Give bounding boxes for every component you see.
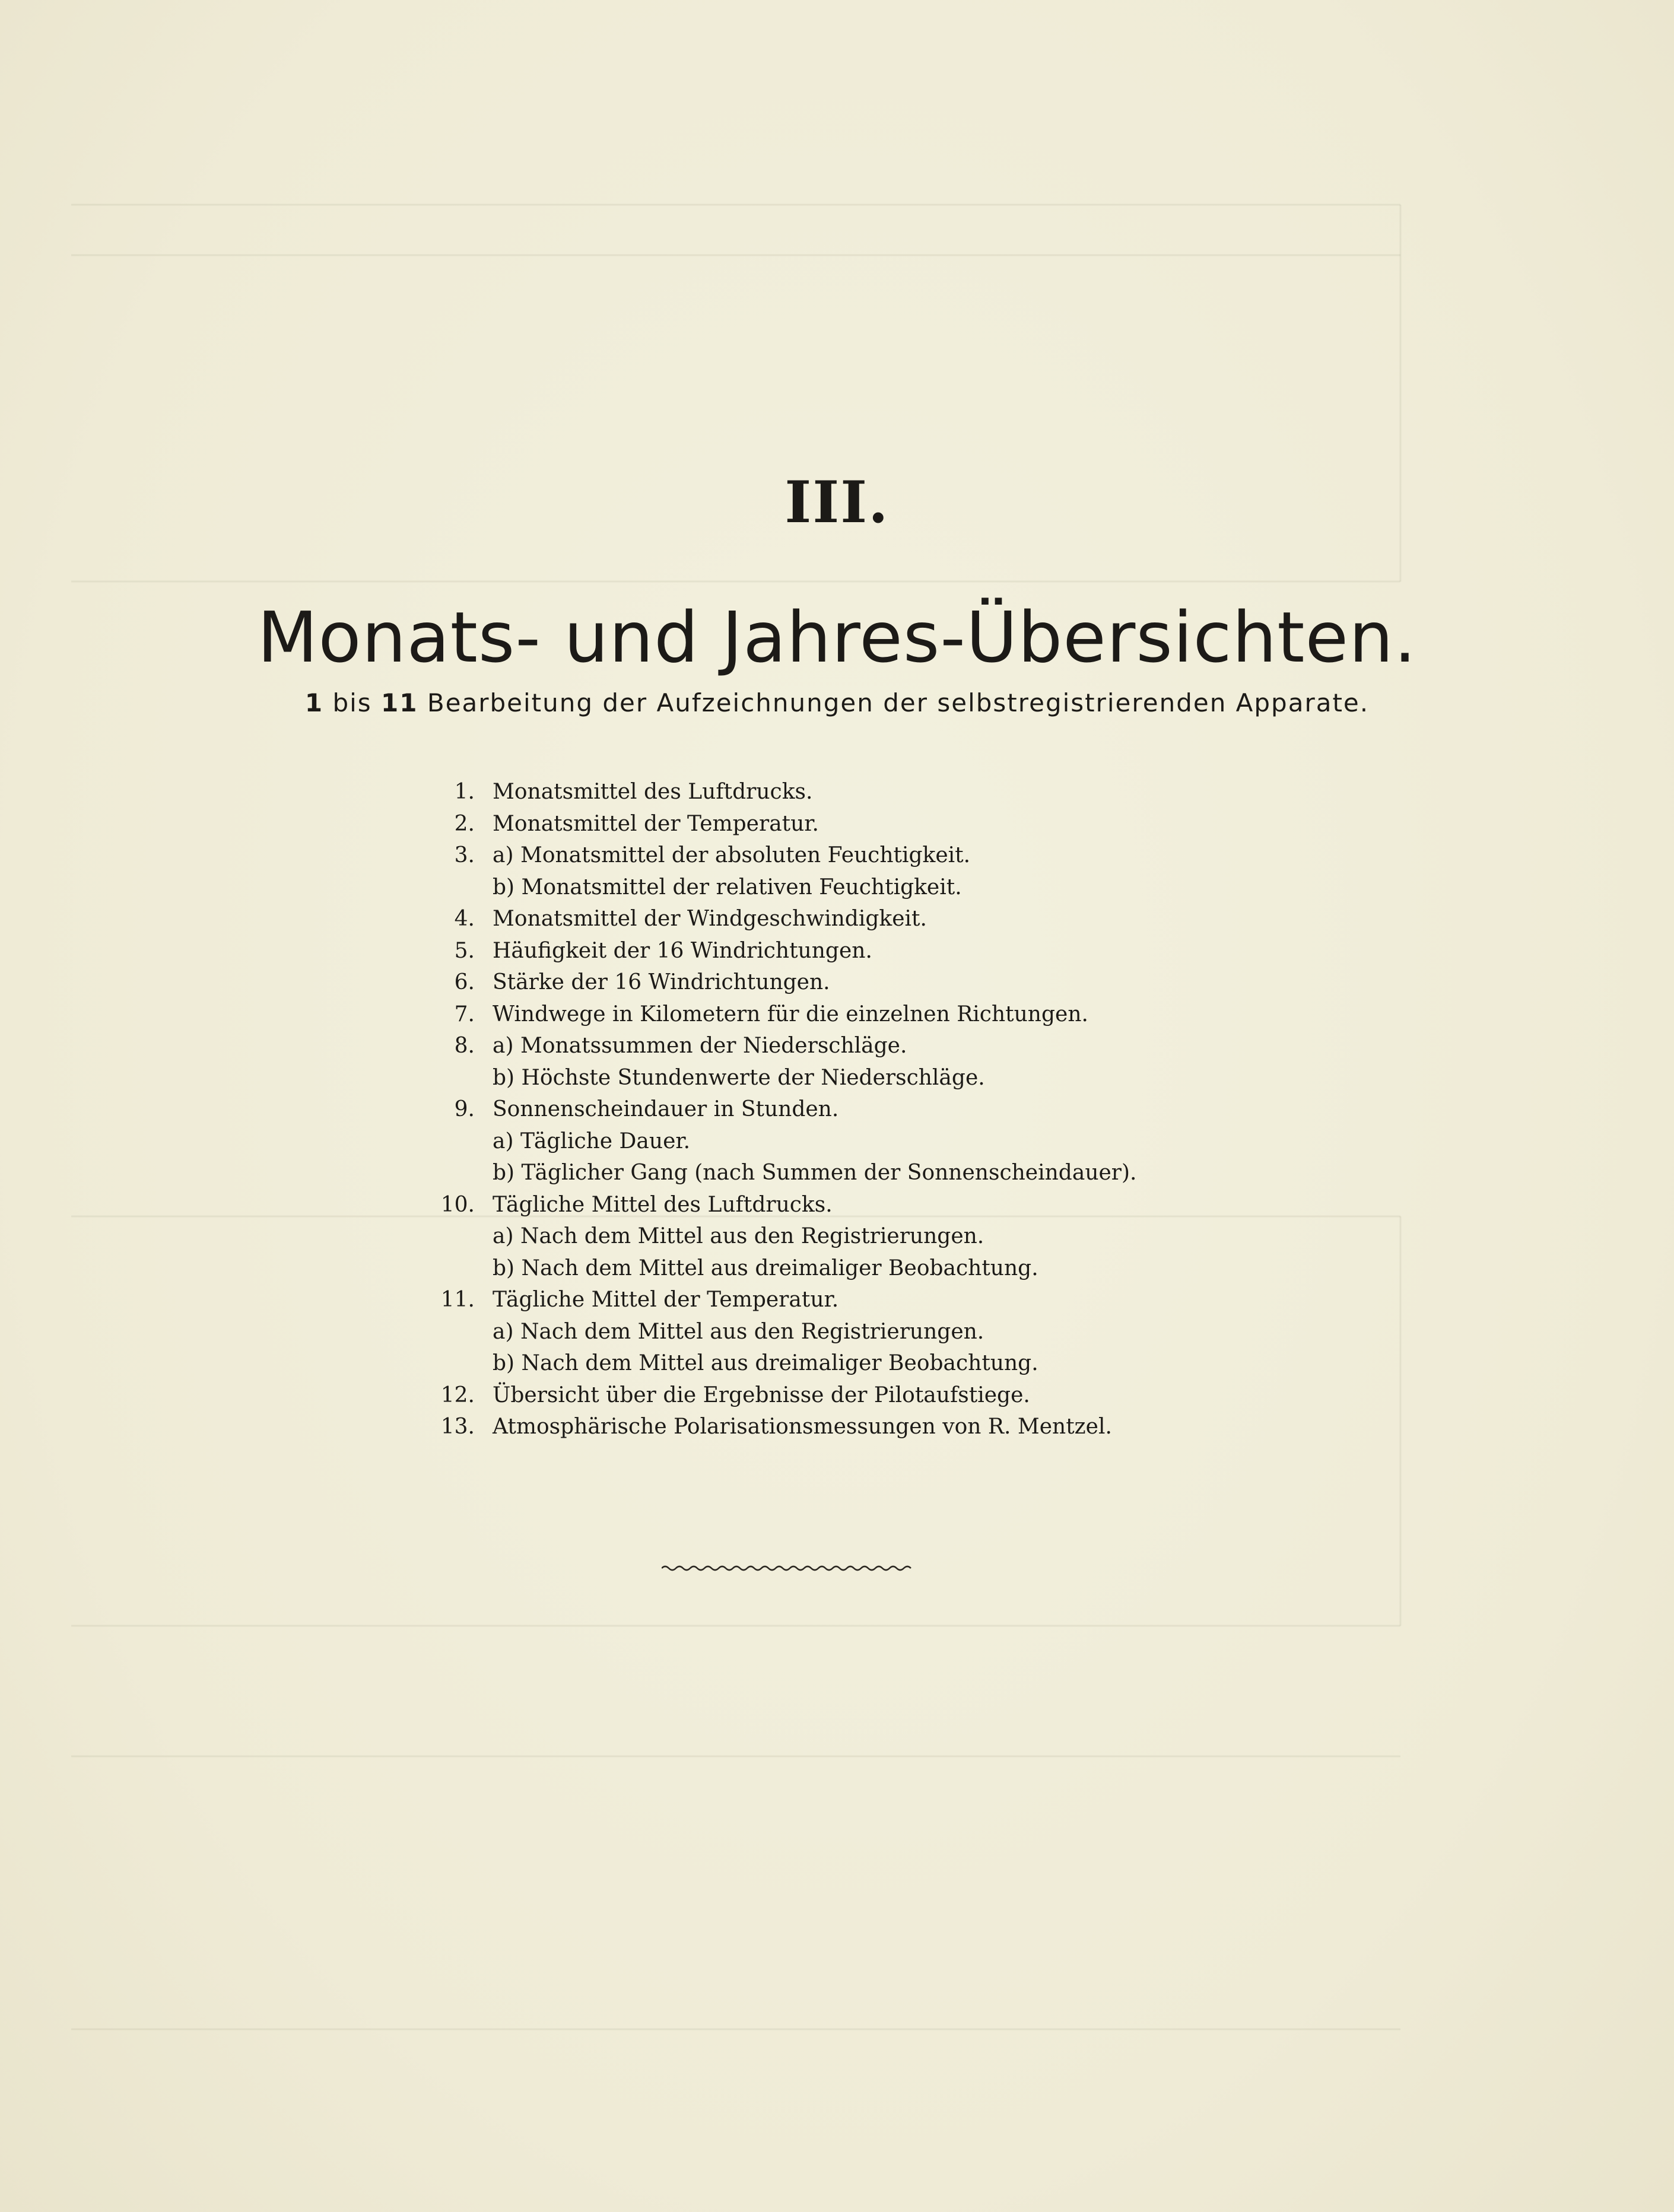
toc-item-number: 6. (454, 970, 475, 994)
toc-item-text: Monatsmittel des Luftdrucks. (493, 780, 813, 804)
toc-item (415, 1284, 1246, 1316)
toc-item-text: b) Monatsmittel der relativen Feuchtigkeit. (493, 875, 962, 900)
toc-item-number: 4. (454, 907, 475, 931)
toc-item (415, 1126, 1246, 1158)
toc-item (415, 1347, 1246, 1380)
toc-item (415, 872, 1246, 904)
toc-item (415, 1221, 1246, 1253)
toc-item (415, 1094, 1246, 1126)
toc-item-text: Atmosphärische Polarisationsmessungen von R. Mentzel. (493, 1415, 1112, 1439)
toc-item (415, 1380, 1246, 1412)
toc-item-number: 13. (440, 1415, 475, 1439)
toc-item (415, 1253, 1246, 1285)
toc-item (415, 776, 1246, 808)
toc-item (415, 935, 1246, 967)
toc-item-text: b) Nach dem Mittel aus dreimaliger Beobachtung. (493, 1351, 1038, 1375)
toc-item (415, 1062, 1246, 1094)
toc-item-number: 1. (454, 780, 475, 804)
toc-item-text: a) Monatssummen der Niederschläge. (493, 1034, 907, 1058)
toc-item-number: 8. (454, 1034, 475, 1058)
chapter-numeral: III. (784, 469, 890, 536)
toc-item (415, 903, 1246, 935)
toc-item (415, 999, 1246, 1031)
toc-item-number: 11. (440, 1288, 475, 1312)
toc-item-text: Übersicht über die Ergebnisse der Pilotaufstiege. (493, 1383, 1030, 1407)
toc-item-text: Windwege in Kilometern für die einzelnen Richtungen. (493, 1002, 1088, 1026)
toc-item (415, 1189, 1246, 1221)
toc-item-text: b) Höchste Stundenwerte der Niederschläge. (493, 1065, 985, 1090)
toc-item (415, 808, 1246, 840)
toc-item-text: a) Tägliche Dauer. (493, 1129, 691, 1153)
toc-item-text: a) Nach dem Mittel aus den Registrierungen. (493, 1319, 984, 1344)
toc-item-text: b) Täglicher Gang (nach Summen der Sonnenscheindauer). (493, 1161, 1137, 1185)
toc-item-text: Sonnenscheindauer in Stunden. (493, 1097, 839, 1121)
toc-item (415, 967, 1246, 999)
toc-item (415, 1157, 1246, 1189)
wavy-divider-line (662, 1566, 911, 1570)
toc-item (415, 1411, 1246, 1443)
subtitle-range-end: 11 (381, 688, 418, 717)
toc-item-text: Stärke der 16 Windrichtungen. (493, 970, 830, 994)
table-of-contents (415, 776, 1246, 1443)
toc-item-number: 10. (440, 1192, 475, 1217)
subtitle-range-start: 1 (304, 688, 324, 717)
toc-item-text: Tägliche Mittel des Luftdrucks. (493, 1192, 833, 1217)
toc-item-text: a) Monatsmittel der absoluten Feuchtigkeit. (493, 843, 971, 867)
toc-item-number: 9. (454, 1097, 475, 1121)
toc-item (415, 1030, 1246, 1062)
toc-item-number: 7. (454, 1002, 475, 1026)
toc-item-text: Häufigkeit der 16 Windrichtungen. (493, 938, 872, 963)
wavy-divider (662, 1564, 917, 1572)
page-title: Monats- und Jahres-Übersichten. (257, 596, 1417, 678)
toc-item-text: Monatsmittel der Temperatur. (493, 811, 819, 836)
toc-item-number: 2. (454, 811, 475, 836)
toc-item-text: a) Nach dem Mittel aus den Registrierungen. (493, 1224, 984, 1248)
subtitle-range-word: bis (332, 688, 372, 717)
toc-item-text: b) Nach dem Mittel aus dreimaliger Beobachtung. (493, 1256, 1038, 1280)
toc-item (415, 840, 1246, 872)
toc-item (415, 1316, 1246, 1348)
toc-item-text: Tägliche Mittel der Temperatur. (493, 1288, 839, 1312)
subtitle (0, 688, 1674, 717)
subtitle-text: Bearbeitung der Aufzeichnungen der selbstregistrierenden Apparate. (427, 688, 1370, 717)
toc-item-number: 5. (454, 938, 475, 963)
toc-item-text: Monatsmittel der Windgeschwindigkeit. (493, 907, 927, 931)
toc-item-number: 12. (440, 1383, 475, 1407)
toc-item-number: 3. (454, 843, 475, 867)
